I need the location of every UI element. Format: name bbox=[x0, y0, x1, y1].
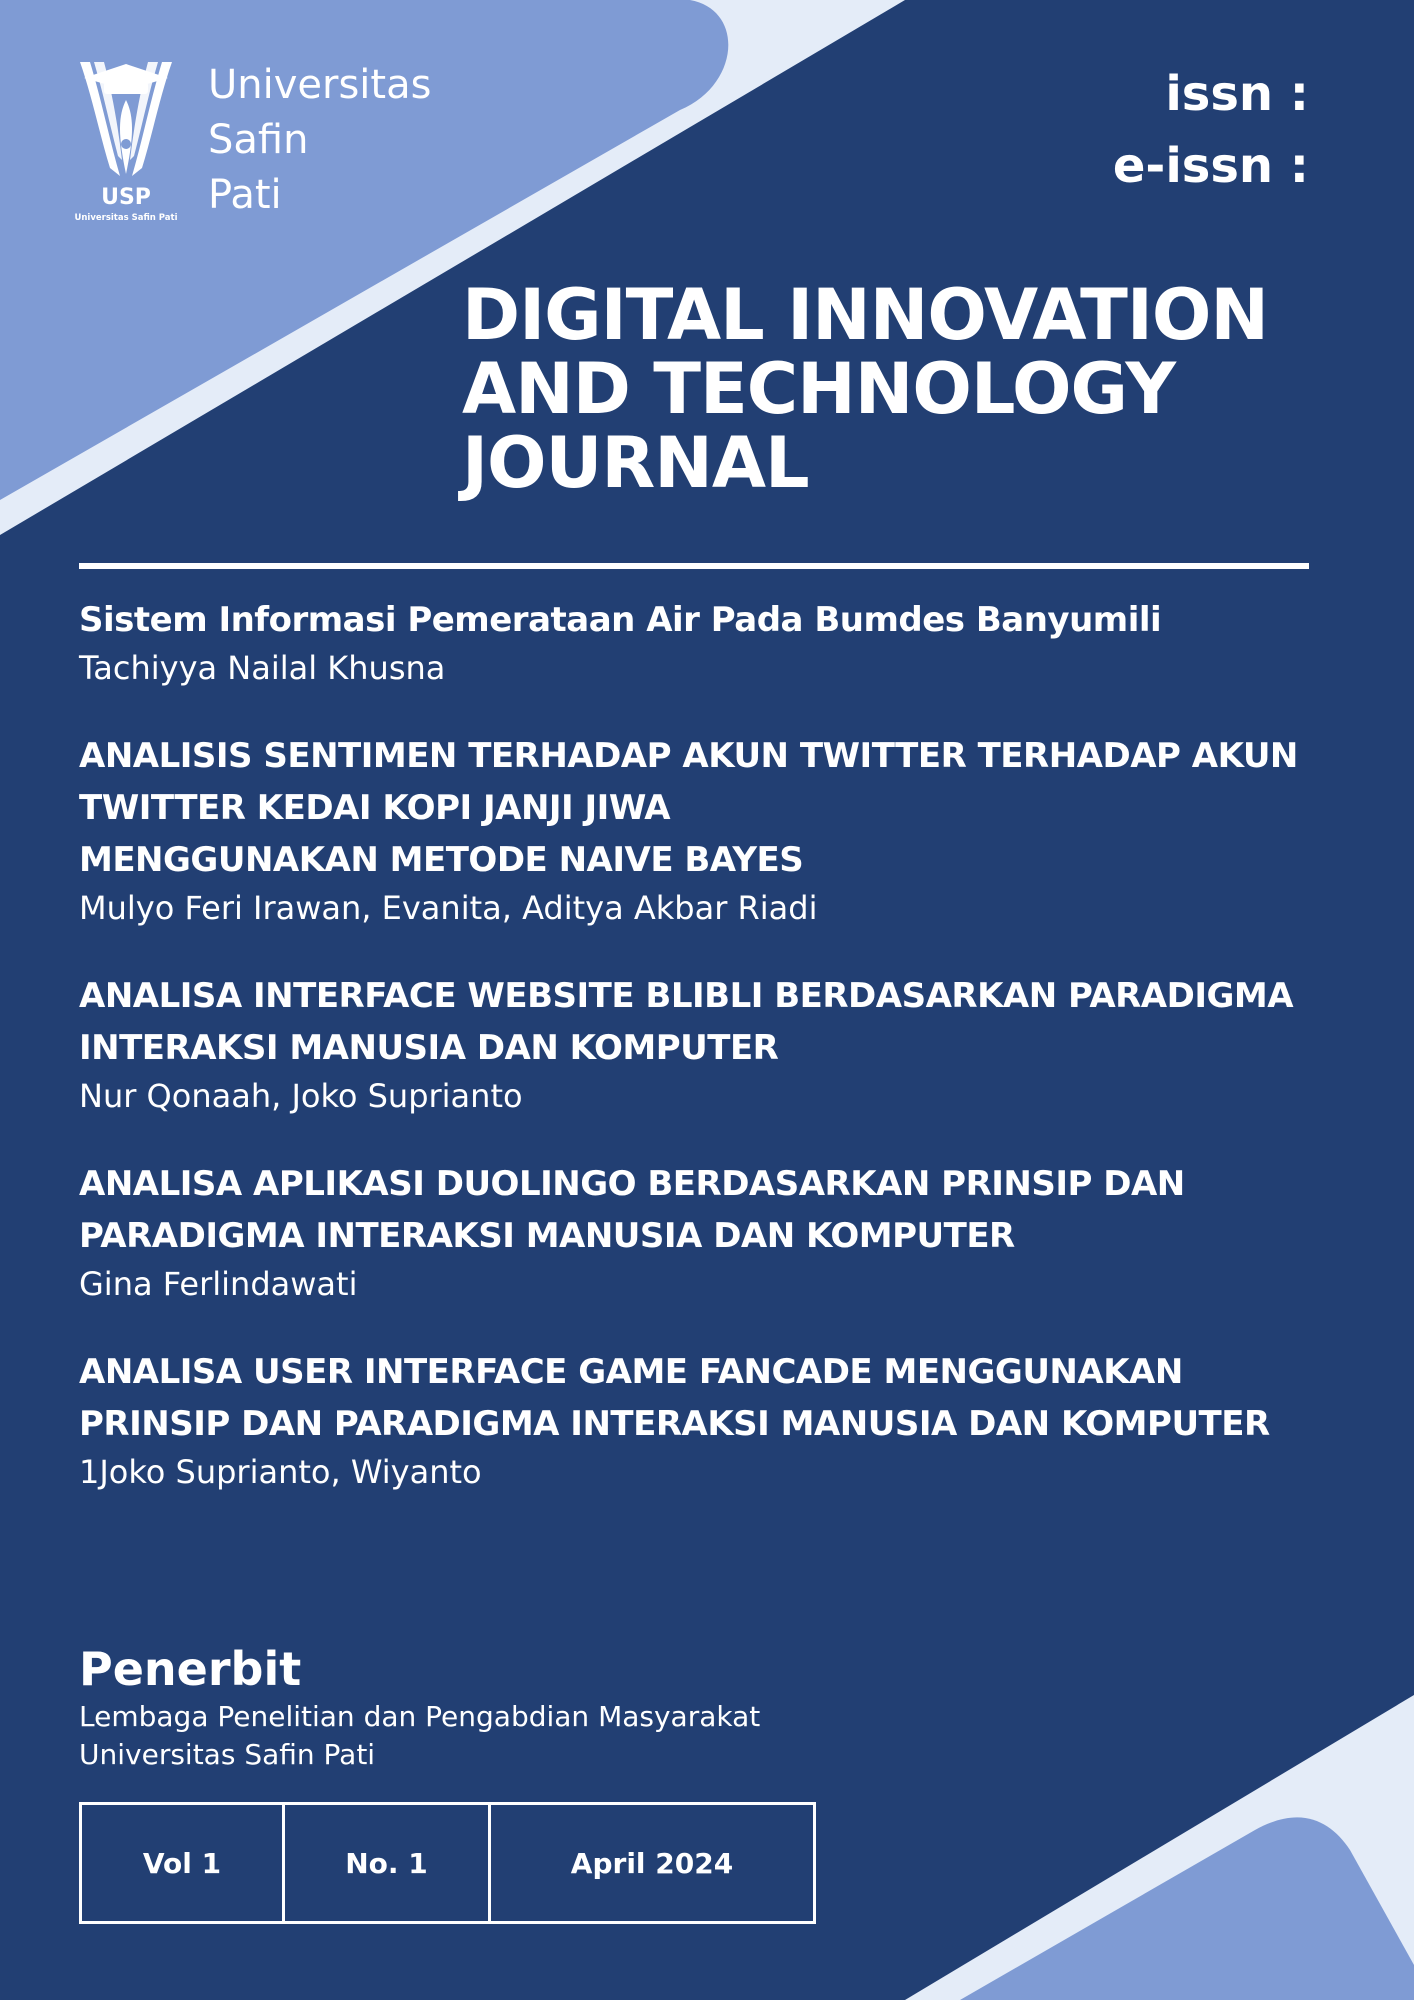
article-title: ANALISA APLIKASI DUOLINGO BERDASARKAN PRINSIP DAN bbox=[79, 1164, 1185, 1204]
logo-caption: Universitas Safin Pati bbox=[74, 213, 178, 223]
journal-title-line: DIGITAL INNOVATION bbox=[462, 274, 1269, 356]
article-authors: Mulyo Feri Irawan, Evanita, Aditya Akbar Riadi bbox=[79, 889, 818, 927]
publisher-block bbox=[79, 1640, 760, 1774]
article-item bbox=[79, 1158, 1319, 1306]
university-name bbox=[208, 58, 431, 223]
university-name-line: Universitas bbox=[208, 62, 432, 108]
article-title: INTERAKSI MANUSIA DAN KOMPUTER bbox=[79, 1028, 779, 1068]
university-logo bbox=[74, 56, 178, 228]
article-item bbox=[79, 970, 1319, 1118]
article-title: ANALISIS SENTIMEN TERHADAP AKUN TWITTER TERHADAP AKUN bbox=[79, 736, 1298, 776]
volume-cell: Vol 1 bbox=[82, 1805, 285, 1921]
publication-date-cell: April 2024 bbox=[570, 1846, 734, 1880]
publisher-line: Universitas Safin Pati bbox=[79, 1738, 376, 1771]
logo-abbr: USP bbox=[101, 185, 151, 210]
university-crest-icon bbox=[74, 56, 178, 224]
publisher-line: Lembaga Penelitian dan Pengabdian Masyarakat bbox=[79, 1700, 761, 1733]
article-title: PRINSIP DAN PARADIGMA INTERAKSI MANUSIA DAN KOMPUTER bbox=[79, 1404, 1270, 1444]
article-item bbox=[79, 594, 1319, 690]
article-title: TWITTER KEDAI KOPI JANJI JIWA bbox=[79, 788, 671, 828]
article-item bbox=[79, 1346, 1319, 1494]
issue-number-cell: No. 1 bbox=[285, 1805, 491, 1921]
publisher-label: Penerbit bbox=[79, 1642, 302, 1696]
journal-title-line: JOURNAL bbox=[462, 422, 809, 504]
university-name-line: Pati bbox=[208, 172, 282, 218]
article-list bbox=[79, 594, 1319, 1494]
journal-title bbox=[462, 274, 1322, 504]
article-authors: 1Joko Suprianto, Wiyanto bbox=[79, 1453, 482, 1491]
journal-title-line: AND TECHNOLOGY bbox=[462, 348, 1176, 430]
eissn-label: e-issn : bbox=[1112, 138, 1309, 194]
article-authors: Gina Ferlindawati bbox=[79, 1265, 358, 1303]
article-authors: Tachiyya Nailal Khusna bbox=[79, 649, 446, 687]
edition-box bbox=[79, 1802, 816, 1924]
article-title: Sistem Informasi Pemerataan Air Pada Bumdes Banyumili bbox=[79, 600, 1162, 640]
article-item bbox=[79, 730, 1319, 930]
article-title: MENGGUNAKAN METODE NAIVE BAYES bbox=[79, 840, 804, 880]
issn-block bbox=[1113, 58, 1309, 202]
article-authors: Nur Qonaah, Joko Suprianto bbox=[79, 1077, 523, 1115]
article-title: ANALISA USER INTERFACE GAME FANCADE MENGGUNAKAN bbox=[79, 1352, 1183, 1392]
university-name-line: Safin bbox=[208, 117, 309, 163]
divider bbox=[79, 563, 1309, 569]
article-title: ANALISA INTERFACE WEBSITE BLIBLI BERDASARKAN PARADIGMA bbox=[79, 976, 1294, 1016]
issn-label: issn : bbox=[1165, 66, 1309, 122]
article-title: PARADIGMA INTERAKSI MANUSIA DAN KOMPUTER bbox=[79, 1216, 1015, 1256]
